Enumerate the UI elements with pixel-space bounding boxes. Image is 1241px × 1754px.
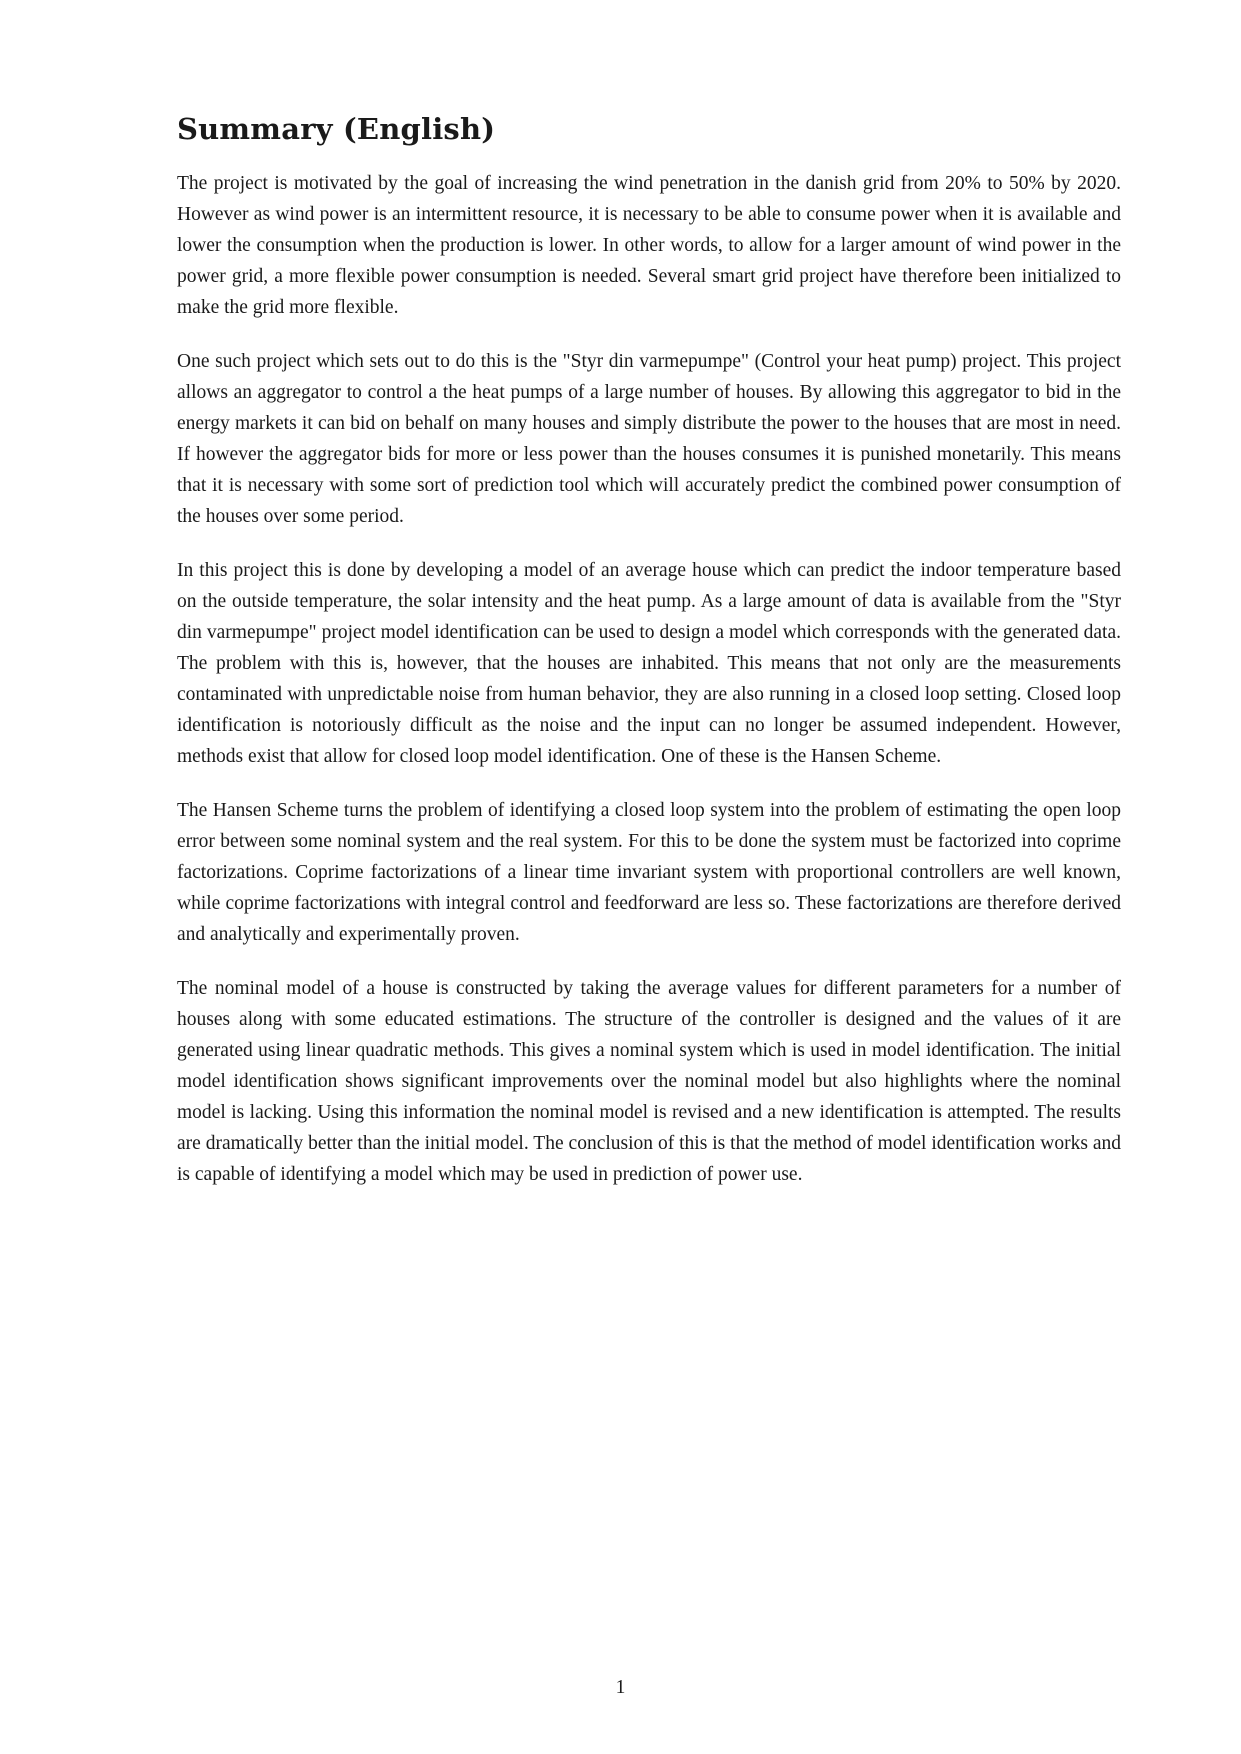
- page-number: 1: [615, 1677, 626, 1698]
- page-title: Summary (English): [177, 112, 496, 146]
- paragraph-motivation: The project is motivated by the goal of increasing the wind penetration in the danish grid from 20% to 50% by 2020. However as wind power is an intermittent resource, it is necessary to be able to consume power when it is available and lower the consumption when the production is lower. In other words, to allow for a larger amount of wind power in the power grid, a more flexible power consumption is needed. Several smart grid project have therefore been initialized to make the grid more flexible.: [177, 173, 1121, 318]
- paragraph-hansen-scheme: The Hansen Scheme turns the problem of identifying a closed loop system into the problem of estimating the open loop error between some nominal system and the real system. For this to be done the system must be factorized into coprime factorizations. Coprime factorizations of a linear time invariant system with proportional controllers are well known, while coprime factorizations with integral control and feedforward are less so. These factorizations are therefore derived and analytically and experimentally proven.: [177, 800, 1121, 945]
- paragraph-nominal-model: The nominal model of a house is constructed by taking the average values for different parameters for a number of houses along with some educated estimations. The structure of the controller is designed and the values of it are generated using linear quadratic methods. This gives a nominal system which is used in model identification. The initial model identification shows significant improvements over the nominal model but also highlights where the nominal model is lacking. Using this information the nominal model is revised and a new identification is attempted. The results are dramatically better than the initial model. The conclusion of this is that the method of model identification works and is capable of identifying a model which may be used in prediction of power use.: [177, 978, 1121, 1185]
- document-page: [177, 112, 1121, 1213]
- paragraph-model-development: In this project this is done by developing a model of an average house which can predict the indoor temperature based on the outside temperature, the solar intensity and the heat pump. As a large amount of data is available from the "Styr din varmepumpe" project model identification can be used to design a model which corresponds with the generated data. The problem with this is, however, that the houses are inhabited. This means that not only are the measurements contaminated with unpredictable noise from human behavior, they are also running in a closed loop setting. Closed loop identification is notoriously difficult as the noise and the input can no longer be assumed independent. However, methods exist that allow for closed loop model identification. One of these is the Hansen Scheme.: [177, 560, 1121, 767]
- paragraph-styr-din-varmepumpe: One such project which sets out to do this is the "Styr din varmepumpe" (Control your heat pump) project. This project allows an aggregator to control a the heat pumps of a large number of houses. By allowing this aggregator to bid in the energy markets it can bid on behalf on many houses and simply distribute the power to the houses that are most in need. If however the aggregator bids for more or less power than the houses consumes it is punished monetarily. This means that it is necessary with some sort of prediction tool which will accurately predict the combined power consumption of the houses over some period.: [177, 351, 1121, 527]
